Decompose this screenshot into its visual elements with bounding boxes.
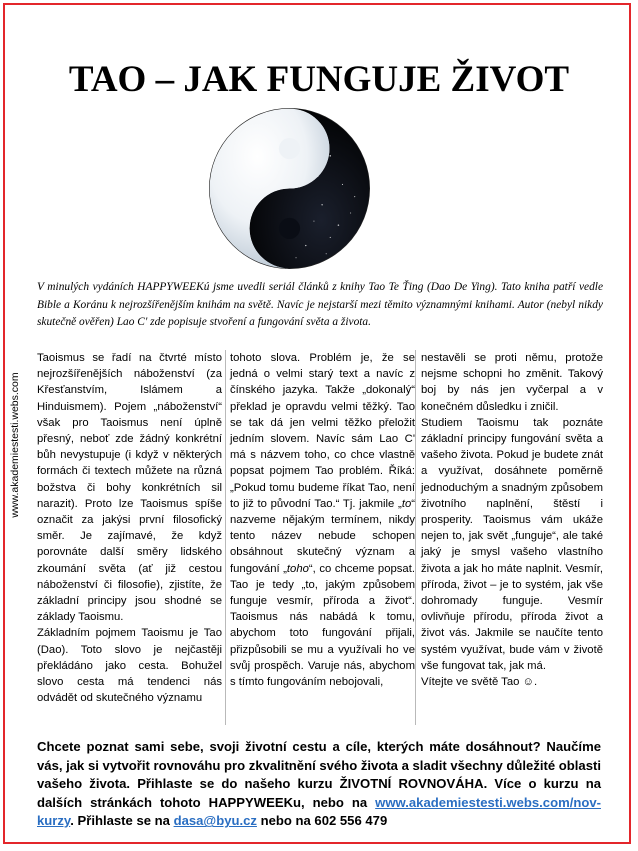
paragraph: Taoismus se řadí na čtvrté místo nejrozšířenějších náboženství (za Křesťanstvím, Islámem a Hinduismem). Pojem „náboženství“ však pro Taoismus není úplně přesný, neboť zde žádný konkrétní bůh nevystupuje (i když v některých formách či textech můžete na různá božstva či bohy konkrétních sil narazit). Proto lze Taoismus spíše označit za jakýsi první filosofický směr. Je zajímavé, že když porovnáte další směry lidského zkoumání světa (ať již cestou náboženství či filosofie), zjistíte, že základní principy jsou shodné se základy Taoismu. — [37, 352, 222, 624]
emphasis-text: to — [401, 497, 412, 510]
emphasis-text: toho — [286, 562, 309, 575]
cta-text: . Přihlaste se na — [70, 813, 174, 829]
paragraph: Základním pojmem Taoismu je Tao (Dao). Toto slovo je nejčastěji překládáno jako cesta. Bohužel slovo cesta má tendenci nás odvádět od skutečného významu — [37, 627, 222, 705]
paragraph — [230, 350, 415, 690]
column-divider — [225, 350, 226, 725]
column-divider — [415, 350, 416, 725]
page-title: TAO – JAK FUNGUJE ŽIVOT — [68, 59, 570, 100]
yin-yang-icon — [208, 107, 371, 270]
text-column-2 — [230, 350, 415, 690]
website-link[interactable]: www.akademiestesti.webs.com/nov-kurzy — [37, 794, 601, 829]
email-link[interactable]: dasa@byu.cz — [173, 813, 257, 829]
cta-text: Chcete poznat sami sebe, svoji životní cestu a cíle, kterých máte dosáhnout? Naučíme vás, jak si vytvořit rovnováhu pro zkvalitnění svého života a sladit všechny důležité oblasti vašeho života. Přihlaste se do našeho kurzu ŽIVOTNÍ ROVNOVÁHA. Více o kurzu na dalších stránkách tohoto HAPPYWEEKu, nebo na — [37, 739, 601, 810]
text-column-1 — [37, 350, 222, 706]
paragraph: nestavěli se proti němu, protože nejsme schopni ho změnit. Takový boj by nás jen vyčerpal a v konečném důsledku i zničil. — [421, 352, 603, 413]
call-to-action — [37, 738, 601, 831]
cta-text: nebo na 602 556 479 — [256, 813, 388, 829]
text-run: “ nazveme nějakým termínem, nikdy tento název nebude schopen obsáhnout skutečný význam a fungování „ — [230, 497, 415, 575]
paragraph: Studiem Taoismu tak poznáte základní principy fungování světa a vašeho života. Pokud je budete znát a využívat, dosáhnete poměrně jednoduchým a snadným způsobem životního naplnění, štěstí i prosperity. Taoismus vám ukáže nejen to, jak svět „funguje“, ale také jaký je smysl vašeho vlastního života a jak ho máte naplnit. Vesmír, příroda, život – je to systém, jak vše dohromady funguje. Vesmír ovlivňuje přírodu, příroda život a život vás. Jakmile se naučíte tento systém využívat, bude vám v životě vše fungovat tak, jak má. — [421, 416, 603, 672]
side-website-url: www.akademiestesti.webs.com — [9, 372, 21, 518]
text-column-3 — [421, 350, 603, 690]
paragraph: Vítejte ve světě Tao ☺. — [421, 676, 538, 689]
text-run: “, co chceme popsat. Tao je tedy „to, jakým způsobem funguje vesmír, příroda a život“. Taoismus nás nabádá k tomu, abychom toto fungování přijali, přizpůsobili se mu a využívali ho ve svůj prospěch. Varuje nás, abychom s tímto fungováním nebojovali, — [230, 562, 415, 689]
intro-paragraph: V minulých vydáních HAPPYWEEKú jsme uvedli seriál článků z knihy Tao Te Ťing (Dao De Ying). Tato kniha patří vedle Bible a Koránu k nejrozšířenějším knihám na světě. Navíc je nejstarší mezi těmito významnými knihami. Autor (nebyl nikdy skutečně ověřen) Lao C' zde popisuje stvoření a fungování světa a života. — [37, 281, 603, 328]
text-run: tohoto slova. Problém je, že se jedná o velmi starý text a navíc z čínského jazyka. Takže „dokonalý“ překlad je opravdu velmi těžký. Tao se tak dá jen velmi těžko přeložit jedním slovem. Navíc sám Lao C' má s názvem toho, co chce vlastně popsat pojmem Tao problém. Říká: „Pokud tomu budeme říkat Tao, není to již to původní Tao.“ Tj. jakmile „ — [230, 352, 415, 510]
